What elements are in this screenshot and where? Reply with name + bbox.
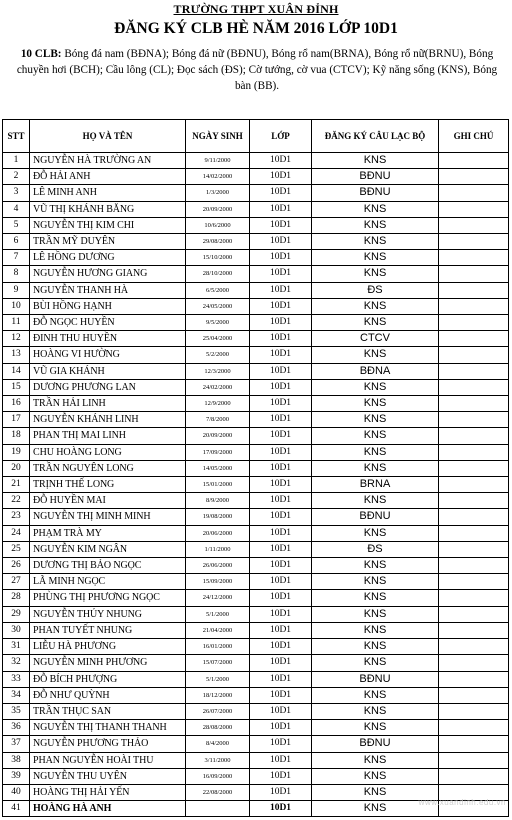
- student-name: DƯƠNG THỊ BẢO NGỌC: [30, 558, 186, 574]
- birth-date: 14/02/2000: [186, 169, 250, 185]
- student-name: NGUYỄN THỊ KIM CHI: [30, 217, 186, 233]
- registration-table: [2, 119, 509, 817]
- table-row: [3, 250, 509, 266]
- club-code: BRNA: [312, 477, 439, 493]
- student-name: NGUYỄN THỊ THANH THANH: [30, 720, 186, 736]
- row-number: 34: [3, 687, 30, 703]
- birth-date: 25/04/2000: [186, 331, 250, 347]
- club-code: BĐNU: [312, 169, 439, 185]
- birth-date: 10/6/2000: [186, 217, 250, 233]
- note-cell: [439, 574, 509, 590]
- note-cell: [439, 153, 509, 169]
- row-number: 1: [3, 153, 30, 169]
- table-row: [3, 217, 509, 233]
- table-body: [3, 153, 509, 817]
- club-code: KNS: [312, 752, 439, 768]
- class-name: 10D1: [250, 153, 312, 169]
- row-number: 32: [3, 655, 30, 671]
- table-header-row: [3, 120, 509, 153]
- class-name: 10D1: [250, 282, 312, 298]
- student-name: HOÀNG THỊ HẢI YẾN: [30, 784, 186, 800]
- birth-date: 16/09/2000: [186, 768, 250, 784]
- student-name: ĐỖ HẢI ANH: [30, 169, 186, 185]
- table-row: [3, 477, 509, 493]
- birth-date: 26/06/2000: [186, 558, 250, 574]
- club-code: KNS: [312, 639, 439, 655]
- student-name: TRẦN NGUYÊN LONG: [30, 460, 186, 476]
- table-row: [3, 347, 509, 363]
- student-name: NGUYỄN HÀ TRƯỜNG AN: [30, 153, 186, 169]
- note-cell: [439, 331, 509, 347]
- row-number: 36: [3, 720, 30, 736]
- table-row: [3, 153, 509, 169]
- table-row: [3, 622, 509, 638]
- class-name: 10D1: [250, 298, 312, 314]
- table-row: [3, 752, 509, 768]
- table-row: [3, 671, 509, 687]
- class-name: 10D1: [250, 217, 312, 233]
- birth-date: 14/05/2000: [186, 460, 250, 476]
- birth-date: 5/2/2000: [186, 347, 250, 363]
- note-cell: [439, 217, 509, 233]
- table-row: [3, 493, 509, 509]
- student-name: LÃ MINH NGỌC: [30, 574, 186, 590]
- note-cell: [439, 558, 509, 574]
- class-name: 10D1: [250, 477, 312, 493]
- note-cell: [439, 185, 509, 201]
- column-header-note: GHI CHÚ: [439, 120, 509, 153]
- student-name: NGUYỄN HƯƠNG GIANG: [30, 266, 186, 282]
- birth-date: 12/3/2000: [186, 363, 250, 379]
- student-name: NGUYỄN PHƯƠNG THẢO: [30, 736, 186, 752]
- class-name: 10D1: [250, 606, 312, 622]
- table-row: [3, 298, 509, 314]
- club-code: KNS: [312, 768, 439, 784]
- note-cell: [439, 298, 509, 314]
- table-row: [3, 266, 509, 282]
- table-row: [3, 509, 509, 525]
- class-name: 10D1: [250, 315, 312, 331]
- student-name: LÊ MINH ANH: [30, 185, 186, 201]
- note-cell: [439, 460, 509, 476]
- row-number: 22: [3, 493, 30, 509]
- row-number: 14: [3, 363, 30, 379]
- row-number: 9: [3, 282, 30, 298]
- table-row: [3, 639, 509, 655]
- note-cell: [439, 768, 509, 784]
- student-name: HOÀNG HÀ ANH: [30, 801, 186, 817]
- birth-date: 15/01/2000: [186, 477, 250, 493]
- note-cell: [439, 622, 509, 638]
- club-code: KNS: [312, 201, 439, 217]
- table-row: [3, 655, 509, 671]
- club-code: KNS: [312, 315, 439, 331]
- table-row: [3, 525, 509, 541]
- club-code: KNS: [312, 784, 439, 800]
- row-number: 11: [3, 315, 30, 331]
- table-row: [3, 687, 509, 703]
- column-header-dob: NGÀY SINH: [186, 120, 250, 153]
- row-number: 17: [3, 412, 30, 428]
- class-name: 10D1: [250, 234, 312, 250]
- club-code: KNS: [312, 428, 439, 444]
- club-code: BĐNU: [312, 736, 439, 752]
- table-row: [3, 444, 509, 460]
- row-number: 27: [3, 574, 30, 590]
- club-code: KNS: [312, 574, 439, 590]
- birth-date: 3/11/2000: [186, 752, 250, 768]
- club-code: KNS: [312, 703, 439, 719]
- birth-date: 1/11/2000: [186, 541, 250, 557]
- class-name: 10D1: [250, 671, 312, 687]
- clubs-label: 10 CLB:: [20, 48, 62, 60]
- table-row: [3, 558, 509, 574]
- note-cell: [439, 590, 509, 606]
- class-name: 10D1: [250, 363, 312, 379]
- table-row: [3, 541, 509, 557]
- birth-date: 20/06/2000: [186, 525, 250, 541]
- class-name: 10D1: [250, 347, 312, 363]
- student-name: ĐỖ BÍCH PHƯỢNG: [30, 671, 186, 687]
- table-row: [3, 331, 509, 347]
- note-cell: [439, 379, 509, 395]
- club-code: KNS: [312, 622, 439, 638]
- student-name: ĐỖ NGỌC HUYỀN: [30, 315, 186, 331]
- birth-date: 28/10/2000: [186, 266, 250, 282]
- class-name: 10D1: [250, 379, 312, 395]
- student-name: NGUYỄN THANH HÀ: [30, 282, 186, 298]
- note-cell: [439, 282, 509, 298]
- student-name: ĐỖ HUYỀN MAI: [30, 493, 186, 509]
- table-row: [3, 736, 509, 752]
- birth-date: 15/09/2000: [186, 574, 250, 590]
- school-name: TRƯỜNG THPT XUÂN ĐỈNH: [173, 2, 339, 16]
- student-name: TRẦN MỸ DUYÊN: [30, 234, 186, 250]
- club-code: KNS: [312, 720, 439, 736]
- birth-date: 29/08/2000: [186, 234, 250, 250]
- row-number: 10: [3, 298, 30, 314]
- note-cell: [439, 428, 509, 444]
- note-cell: [439, 736, 509, 752]
- student-name: CHU HOÀNG LONG: [30, 444, 186, 460]
- club-code: KNS: [312, 266, 439, 282]
- table-row: [3, 185, 509, 201]
- row-number: 40: [3, 784, 30, 800]
- club-code: KNS: [312, 444, 439, 460]
- club-code: KNS: [312, 412, 439, 428]
- student-name: NGUYỄN THU UYÊN: [30, 768, 186, 784]
- student-name: HOÀNG VI HƯỜNG: [30, 347, 186, 363]
- birth-date: 24/02/2000: [186, 379, 250, 395]
- class-name: 10D1: [250, 541, 312, 557]
- birth-date: 7/8/2000: [186, 412, 250, 428]
- student-name: NGUYỄN KHÁNH LINH: [30, 412, 186, 428]
- row-number: 38: [3, 752, 30, 768]
- table-row: [3, 396, 509, 412]
- birth-date: 9/11/2000: [186, 153, 250, 169]
- club-code: KNS: [312, 347, 439, 363]
- table-row: [3, 363, 509, 379]
- class-name: 10D1: [250, 639, 312, 655]
- row-number: 25: [3, 541, 30, 557]
- class-name: 10D1: [250, 784, 312, 800]
- note-cell: [439, 752, 509, 768]
- class-name: 10D1: [250, 703, 312, 719]
- note-cell: [439, 412, 509, 428]
- class-name: 10D1: [250, 396, 312, 412]
- row-number: 6: [3, 234, 30, 250]
- note-cell: [439, 234, 509, 250]
- student-name: LÊ HỒNG DƯƠNG: [30, 250, 186, 266]
- column-header-class: LỚP: [250, 120, 312, 153]
- table-row: [3, 379, 509, 395]
- row-number: 19: [3, 444, 30, 460]
- note-cell: [439, 444, 509, 460]
- birth-date: 6/5/2000: [186, 282, 250, 298]
- class-name: 10D1: [250, 768, 312, 784]
- student-name: VŨ GIA KHÁNH: [30, 363, 186, 379]
- row-number: 12: [3, 331, 30, 347]
- row-number: 13: [3, 347, 30, 363]
- birth-date: 15/10/2000: [186, 250, 250, 266]
- club-code: KNS: [312, 217, 439, 233]
- note-cell: [439, 347, 509, 363]
- club-code: KNS: [312, 234, 439, 250]
- club-code: KNS: [312, 687, 439, 703]
- row-number: 30: [3, 622, 30, 638]
- student-name: PHAN THỊ MAI LINH: [30, 428, 186, 444]
- student-name: TRỊNH THẾ LONG: [30, 477, 186, 493]
- club-code: BĐNU: [312, 671, 439, 687]
- club-code: ĐS: [312, 282, 439, 298]
- class-name: 10D1: [250, 525, 312, 541]
- class-name: 10D1: [250, 720, 312, 736]
- student-name: PHẠM TRÀ MY: [30, 525, 186, 541]
- student-name: PHAN NGUYỄN HOÀI THU: [30, 752, 186, 768]
- student-name: ĐINH THU HUYỀN: [30, 331, 186, 347]
- birth-date: 28/08/2000: [186, 720, 250, 736]
- student-name: BÙI HỒNG HẠNH: [30, 298, 186, 314]
- class-name: 10D1: [250, 590, 312, 606]
- birth-date: 12/9/2000: [186, 396, 250, 412]
- row-number: 26: [3, 558, 30, 574]
- student-name: NGUYỄN THỊ MINH MINH: [30, 509, 186, 525]
- table-row: [3, 282, 509, 298]
- student-name: TRẦN THỤC SAN: [30, 703, 186, 719]
- table-row: [3, 574, 509, 590]
- student-name: NGUYỄN MINH PHƯƠNG: [30, 655, 186, 671]
- birth-date: 24/12/2000: [186, 590, 250, 606]
- table-row: [3, 428, 509, 444]
- note-cell: [439, 606, 509, 622]
- student-name: VŨ THỊ KHÁNH BĂNG: [30, 201, 186, 217]
- row-number: 20: [3, 460, 30, 476]
- class-name: 10D1: [250, 655, 312, 671]
- note-cell: [439, 363, 509, 379]
- row-number: 4: [3, 201, 30, 217]
- class-name: 10D1: [250, 752, 312, 768]
- note-cell: [439, 720, 509, 736]
- table-row: [3, 234, 509, 250]
- note-cell: [439, 396, 509, 412]
- club-code: CTCV: [312, 331, 439, 347]
- club-code: KNS: [312, 379, 439, 395]
- row-number: 8: [3, 266, 30, 282]
- clubs-text: Bóng đá nam (BĐNA); Bóng đá nữ (BĐNU), Bóng rổ nam(BRNA), Bóng rổ nữ(BRNU), Bóng chuyền hơi (BCH); Cầu lông (CL); Đọc sách (ĐS); Cờ tướng, cờ vua (CTCV); Kỹ năng sống (KNS), Bóng bàn (BB).: [16, 48, 498, 92]
- class-name: 10D1: [250, 509, 312, 525]
- note-cell: [439, 201, 509, 217]
- class-name: 10D1: [250, 331, 312, 347]
- row-number: 41: [3, 801, 30, 817]
- row-number: 21: [3, 477, 30, 493]
- class-name: 10D1: [250, 169, 312, 185]
- table-row: [3, 768, 509, 784]
- club-code: KNS: [312, 298, 439, 314]
- birth-date: 5/1/2000: [186, 606, 250, 622]
- row-number: 18: [3, 428, 30, 444]
- club-code: KNS: [312, 655, 439, 671]
- student-name: ĐỖ NHƯ QUỲNH: [30, 687, 186, 703]
- class-name: 10D1: [250, 266, 312, 282]
- birth-date: 21/04/2000: [186, 622, 250, 638]
- table-row: [3, 201, 509, 217]
- row-number: 28: [3, 590, 30, 606]
- note-cell: [439, 687, 509, 703]
- club-code: KNS: [312, 250, 439, 266]
- note-cell: [439, 477, 509, 493]
- row-number: 37: [3, 736, 30, 752]
- student-name: LIỄU HÀ PHƯƠNG: [30, 639, 186, 655]
- birth-date: 8/9/2000: [186, 493, 250, 509]
- student-name: NGUYỄN KIM NGÂN: [30, 541, 186, 557]
- row-number: 7: [3, 250, 30, 266]
- club-code: BĐNU: [312, 509, 439, 525]
- birth-date: 18/12/2000: [186, 687, 250, 703]
- note-cell: [439, 671, 509, 687]
- club-description: [10, 46, 504, 94]
- student-name: DƯƠNG PHƯƠNG LAN: [30, 379, 186, 395]
- note-cell: [439, 315, 509, 331]
- row-number: 24: [3, 525, 30, 541]
- note-cell: [439, 250, 509, 266]
- club-code: KNS: [312, 493, 439, 509]
- birth-date: 8/4/2000: [186, 736, 250, 752]
- note-cell: [439, 266, 509, 282]
- class-name: 10D1: [250, 622, 312, 638]
- note-cell: [439, 703, 509, 719]
- club-code: KNS: [312, 396, 439, 412]
- club-code: KNS: [312, 460, 439, 476]
- class-name: 10D1: [250, 412, 312, 428]
- club-code: KNS: [312, 606, 439, 622]
- class-name: 10D1: [250, 493, 312, 509]
- student-name: PHAN TUYẾT NHUNG: [30, 622, 186, 638]
- watermark: www.xuandinh.edu.vn: [418, 798, 506, 807]
- table-row: [3, 412, 509, 428]
- student-name: NGUYỄN THỦY NHUNG: [30, 606, 186, 622]
- row-number: 35: [3, 703, 30, 719]
- class-name: 10D1: [250, 558, 312, 574]
- club-code: BĐNA: [312, 363, 439, 379]
- birth-date: 22/08/2000: [186, 784, 250, 800]
- birth-date: 9/5/2000: [186, 315, 250, 331]
- row-number: 39: [3, 768, 30, 784]
- club-code: BĐNU: [312, 185, 439, 201]
- row-number: 33: [3, 671, 30, 687]
- birth-date: 26/07/2000: [186, 703, 250, 719]
- row-number: 3: [3, 185, 30, 201]
- club-code: ĐS: [312, 541, 439, 557]
- birth-date: 16/01/2000: [186, 639, 250, 655]
- table-row: [3, 169, 509, 185]
- page-title: ĐĂNG KÝ CLB HÈ NĂM 2016 LỚP 10D1: [114, 20, 398, 37]
- student-name: TRẦN HẢI LINH: [30, 396, 186, 412]
- birth-date: 15/07/2000: [186, 655, 250, 671]
- birth-date: 1/3/2000: [186, 185, 250, 201]
- table-row: [3, 460, 509, 476]
- note-cell: [439, 525, 509, 541]
- club-code: KNS: [312, 801, 439, 817]
- class-name: 10D1: [250, 801, 312, 817]
- birth-date: 17/09/2000: [186, 444, 250, 460]
- student-name: PHÙNG THỊ PHƯƠNG NGỌC: [30, 590, 186, 606]
- column-header-name: HỌ VÀ TÊN: [30, 120, 186, 153]
- class-name: 10D1: [250, 736, 312, 752]
- class-name: 10D1: [250, 428, 312, 444]
- class-name: 10D1: [250, 185, 312, 201]
- birth-date: 19/08/2000: [186, 509, 250, 525]
- column-header-club: ĐĂNG KÝ CÂU LẠC BỘ: [312, 120, 439, 153]
- class-name: 10D1: [250, 444, 312, 460]
- table-row: [3, 703, 509, 719]
- table-row: [3, 606, 509, 622]
- row-number: 5: [3, 217, 30, 233]
- class-name: 10D1: [250, 687, 312, 703]
- birth-date: [186, 801, 250, 817]
- column-header-stt: STT: [3, 120, 30, 153]
- table-row: [3, 720, 509, 736]
- note-cell: [439, 639, 509, 655]
- note-cell: [439, 509, 509, 525]
- row-number: 31: [3, 639, 30, 655]
- note-cell: [439, 169, 509, 185]
- class-name: 10D1: [250, 201, 312, 217]
- birth-date: 5/1/2000: [186, 671, 250, 687]
- note-cell: [439, 541, 509, 557]
- row-number: 23: [3, 509, 30, 525]
- class-name: 10D1: [250, 460, 312, 476]
- class-name: 10D1: [250, 250, 312, 266]
- class-name: 10D1: [250, 574, 312, 590]
- row-number: 16: [3, 396, 30, 412]
- row-number: 2: [3, 169, 30, 185]
- row-number: 29: [3, 606, 30, 622]
- table-row: [3, 590, 509, 606]
- club-code: KNS: [312, 558, 439, 574]
- club-code: KNS: [312, 525, 439, 541]
- birth-date: 24/05/2000: [186, 298, 250, 314]
- club-code: KNS: [312, 590, 439, 606]
- birth-date: 20/09/2000: [186, 428, 250, 444]
- table-row: [3, 315, 509, 331]
- row-number: 15: [3, 379, 30, 395]
- note-cell: [439, 493, 509, 509]
- note-cell: [439, 655, 509, 671]
- club-code: KNS: [312, 153, 439, 169]
- birth-date: 20/09/2000: [186, 201, 250, 217]
